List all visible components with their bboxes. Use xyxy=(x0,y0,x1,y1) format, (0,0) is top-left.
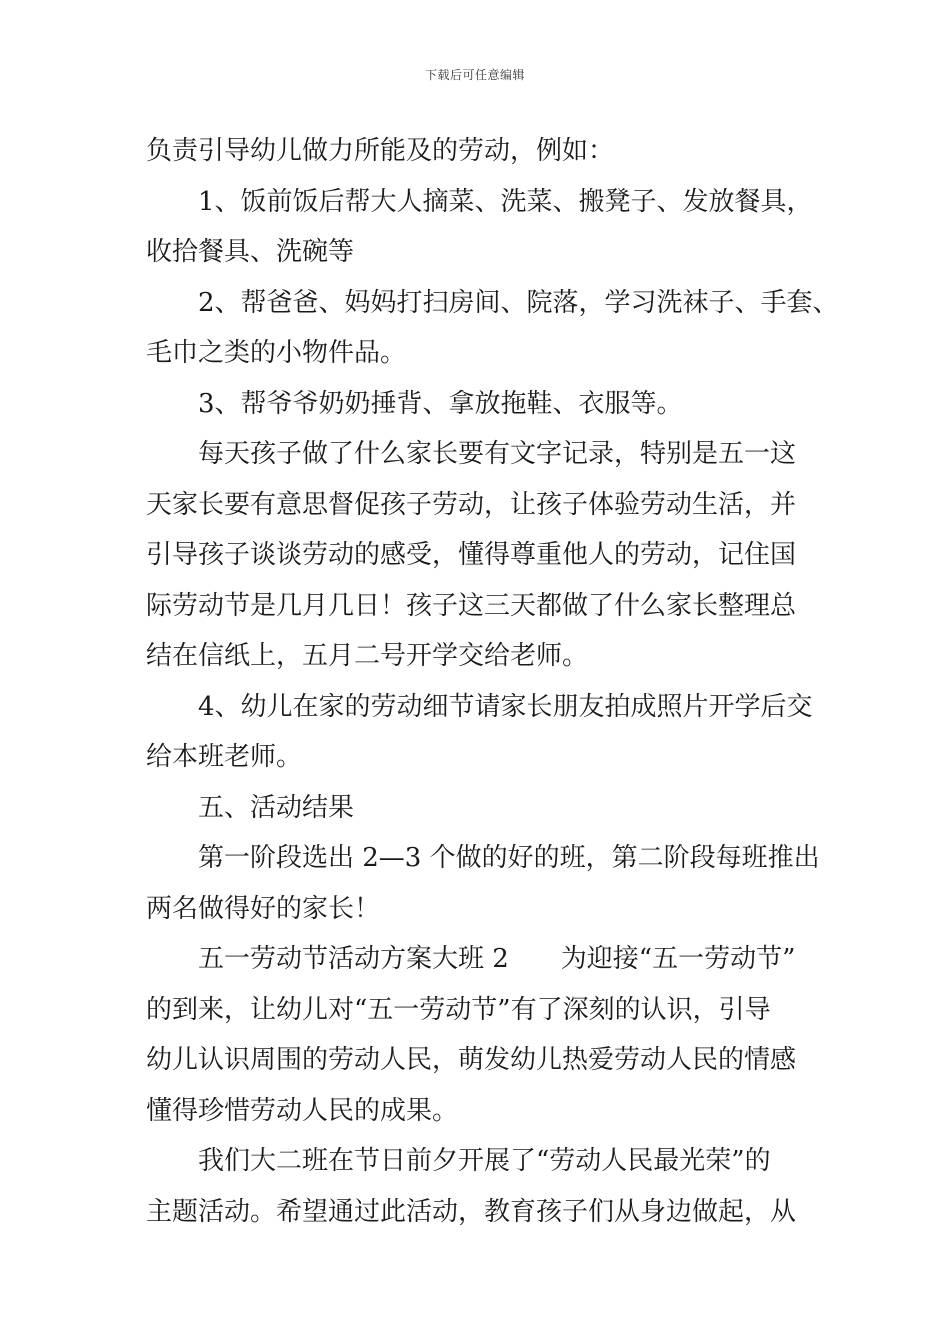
text-line: 3、帮爷爷奶奶捶背、拿放拖鞋、衣服等。 xyxy=(198,388,683,419)
text-line: 引导孩子谈谈劳动的感受，懂得尊重他人的劳动，记住国 xyxy=(146,540,797,570)
text-line: 毛巾之类的小物件品。 xyxy=(146,338,407,368)
text-line: 天家长要有意思督促孩子劳动，让孩子体验劳动生活，并 xyxy=(146,489,797,520)
text-line: 懂得珍惜劳动人民的成果。 xyxy=(146,1095,459,1126)
text-line: 主题活动。希望通过此活动，教育孩子们从身边做起，从 xyxy=(146,1196,797,1227)
text-line: 给本班老师。 xyxy=(146,742,303,772)
section-heading: 五、活动结果 xyxy=(198,792,355,823)
text-line: 两名做得好的家长！ xyxy=(146,893,381,924)
text-line: 我们大二班在节日前夕开展了“劳动人民最光荣”的 xyxy=(198,1146,771,1176)
text-line: 结在信纸上，五月二号开学交给老师。 xyxy=(146,641,589,671)
text-line: 1、饭前饭后帮大人摘菜、洗菜、搬凳子、发放餐具， xyxy=(198,186,813,217)
text-line: 2、帮爸爸、妈妈打扫房间、院落，学习洗袜子、手套、 xyxy=(198,287,839,318)
body-text xyxy=(146,126,839,1237)
text-line: 负责引导幼儿做力所能及的劳动，例如： xyxy=(146,136,615,166)
text-line: 际劳动节是几月几日！孩子这三天都做了什么家长整理总 xyxy=(146,590,797,621)
header-note: 下载后可任意编辑 xyxy=(424,68,525,82)
text-line: 的到来，让幼儿对“五一劳动节”有了深刻的认识，引导 xyxy=(146,994,771,1025)
text-line: 4、幼儿在家的劳动细节请家长朋友拍成照片开学后交 xyxy=(198,691,813,722)
text-line: 第一阶段选出 2—3 个做的好的班，第二阶段每班推出 xyxy=(198,843,820,873)
text-line: 收拾餐具、洗碗等 xyxy=(146,237,355,267)
text-line: 五一劳动节活动方案大班 2 为迎接“五一劳动节” xyxy=(198,944,796,974)
text-line: 幼儿认识周围的劳动人民，萌发幼儿热爱劳动人民的情感 xyxy=(146,1045,797,1075)
text-line: 每天孩子做了什么家长要有文字记录，特别是五一这 xyxy=(198,439,797,469)
